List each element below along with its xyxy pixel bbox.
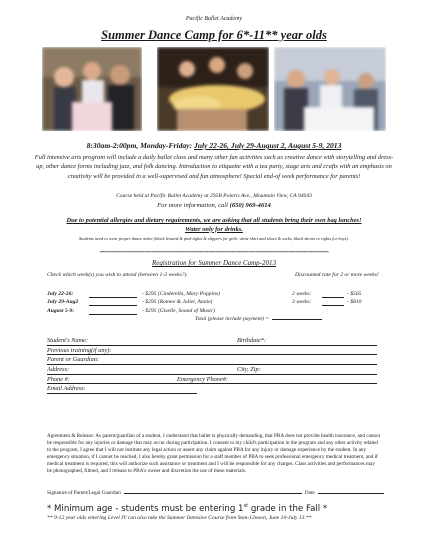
emergency-phone-label: Emergency Phone#:	[177, 375, 228, 383]
two-weeks-check-field[interactable]	[322, 297, 344, 298]
discount-price: - $565	[347, 291, 362, 297]
more-info-line	[0, 202, 428, 209]
discount-price: - $810	[347, 299, 362, 306]
total-label: Total (please include payment) =	[195, 316, 270, 322]
signature-line	[47, 490, 381, 496]
week-row	[47, 291, 387, 299]
parent-label: Parent or Guardian:	[47, 356, 100, 364]
date-label: Date	[304, 490, 315, 496]
week-price: - $295 (Cinderella, Mary Poppins)	[142, 291, 220, 297]
schedule-time: 8:30am-2:00pm, Monday-Friday:	[86, 141, 193, 150]
minimum-age-notice	[47, 503, 387, 514]
minimum-age-ordinal: st	[243, 503, 249, 509]
total-payment	[195, 316, 322, 322]
week-instructions	[47, 272, 387, 278]
more-info-label: For more information, call	[157, 202, 230, 209]
city-zip-label: City, Zip:	[237, 366, 261, 374]
photo-strip	[42, 47, 386, 131]
allergy-notice: Due to potential allergies and dietary requirements, we are asking that all students bring their own bag lunches! Water only for drinks.	[66, 217, 362, 233]
week-2-check-field[interactable]	[89, 305, 137, 306]
check-weeks-label: Check which week(s) you wish to attend (between 1-3 weeks?).	[47, 272, 188, 278]
discount-weeks-label: 3 weeks:	[292, 299, 312, 306]
dress-code: Students need to wear proper dance attire (black leotard & pink tights & slippers for girls, white shirt and shoes & socks, black shorts or tights for boys).	[78, 236, 349, 241]
week-price: - $295 (Romeo & Juliet, Annie)	[142, 299, 213, 306]
three-weeks-check-field[interactable]	[322, 305, 344, 306]
week-options	[47, 291, 387, 316]
date-field[interactable]	[318, 493, 384, 494]
previous-training-label: Previous training(if any):	[47, 346, 112, 354]
intensive-course-note: ** 9-12 year olds entering Level IV can also take the Summer Intensive Course from 9am-12noon, June 10-July 13.**	[47, 515, 312, 521]
schedule-line	[0, 141, 428, 150]
venue-address: Course held at Pacific Ballet Academy at 295B Polaris Ave., Mountain View, CA 94043	[116, 193, 312, 199]
birthdate-label: Birthdate*:	[237, 337, 267, 344]
email-label: Email Address:	[47, 385, 86, 393]
week-label: August 5-9:	[47, 307, 75, 314]
total-field[interactable]	[272, 319, 322, 320]
week-1-check-field[interactable]	[89, 297, 137, 298]
minimum-age-suffix: grade in the Fall *	[248, 503, 328, 514]
address-label: Address:	[47, 366, 70, 374]
email-field[interactable]	[47, 384, 197, 394]
cut-line-divider: -------------------------------------------------------------------------------------------------	[99, 247, 329, 256]
week-label: July 29-Aug2	[47, 299, 79, 306]
phone-number: (650) 969-4614	[229, 202, 271, 209]
phone-field[interactable]	[47, 375, 377, 385]
signature-field[interactable]	[124, 493, 302, 494]
week-label: July 22-26:	[47, 291, 74, 297]
week-row	[47, 299, 387, 307]
children-dancers-photo-1	[42, 47, 142, 131]
student-info-form	[47, 336, 377, 394]
program-description: Full intensive arts program will include a daily ballet class and many other fun activities such as creative dance with storytelling and dress-up, other dance forms including jazz, and folk dancing. Introduction to etiquette with a tea party, stage arts and crafts with an emphasis on creativity will be provided in a well-supervised and fun atmosphere! Special end-of week performance for parents!	[34, 154, 394, 180]
week-3-check-field[interactable]	[89, 314, 137, 315]
discount-weeks-label: 2 weeks:	[292, 291, 312, 297]
student-name-label: Student's Name:	[47, 337, 89, 344]
previous-training-field[interactable]	[47, 346, 377, 356]
tea-party-photo-3	[274, 47, 386, 131]
phone-label: Phone #:	[47, 375, 70, 383]
agreement-release: Agreement & Release: As parent/guardian of a student, I understand that ballet is physically demanding, that PBA does not provide health insurance, and cannot be responsible for any injuries or damage that may occur during participation. I consent to my child's participation in the program and any other activity related to the program, I agree that I will not institute any legal action or assert any claim against PBA for any injury or damage experience by the student. In any emergency situation, if I cannot be reached, I also hereby grant permission for a staff member of PBA to seek professional emergency medical treatment, and if medical treatment is required, this will authorize such assistance or treatment and I will be responsible for any charges. Class activities and performances may be photographed, filmed, and I release to PBA's owner and discretion the use of these materials.	[47, 433, 381, 474]
schedule-dates: July 22-26, July 29-August 2, August 5-9, 2013	[193, 141, 342, 150]
discount-label: Discounted rate for 2 or more weeks!	[295, 272, 379, 278]
week-price: - $295 (Giselle, Sound of Music)	[142, 307, 216, 314]
page-title: Summer Dance Camp for 6*-11** year olds	[101, 28, 327, 42]
registration-heading: Registration for Summer Dance Camp-2013	[151, 259, 277, 267]
dancers-tutus-photo-2	[157, 47, 269, 131]
signature-label: Signature of Parent/Legal Guardian	[47, 490, 121, 496]
parent-field[interactable]	[47, 355, 377, 365]
week-row	[47, 308, 387, 316]
academy-name: Pacific Ballet Academy	[185, 16, 243, 22]
address-field[interactable]	[47, 365, 377, 375]
minimum-age-prefix: * Minimum age - students must be entering 1	[47, 503, 244, 514]
student-name-field[interactable]	[47, 336, 377, 346]
